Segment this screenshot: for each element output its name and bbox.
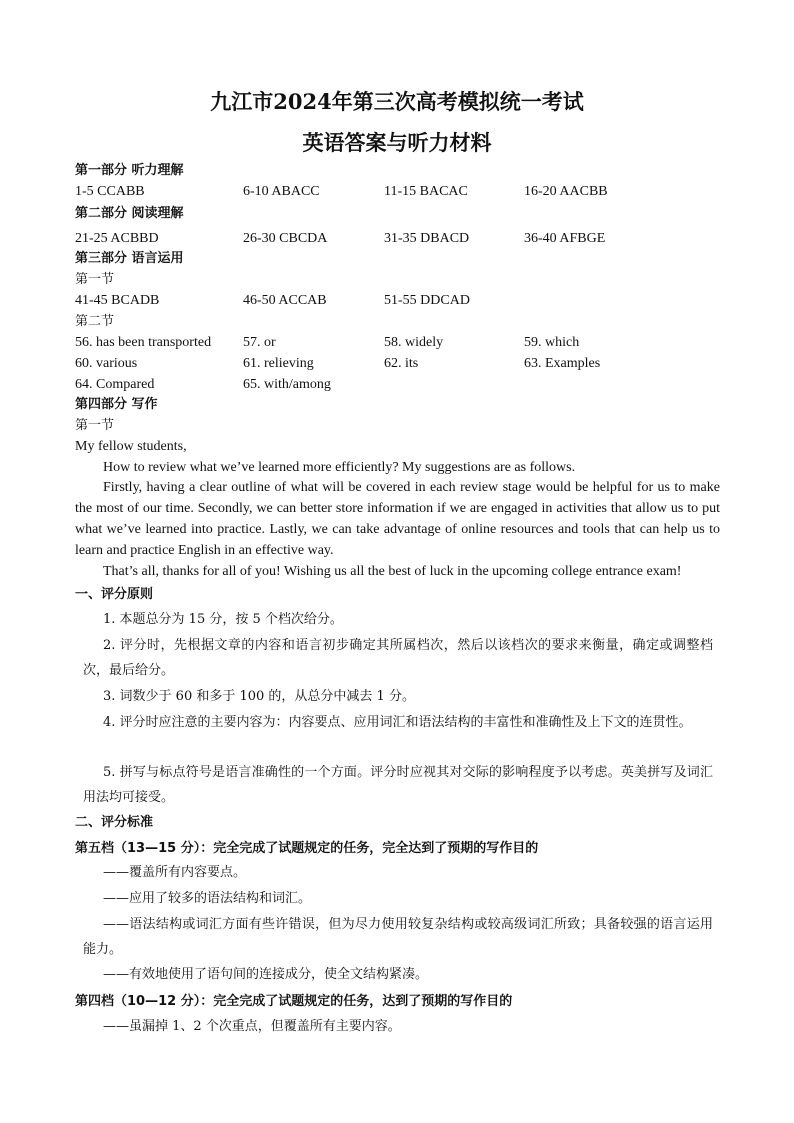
part3-heading: 第三部分 语言运用 xyxy=(75,251,184,266)
principle-item: 4. 评分时应注意的主要内容为：内容要点、应用词汇和语法结构的丰富性和准确性及上下文的连贯性。 xyxy=(103,715,692,730)
answer-cell: 59. which xyxy=(524,335,580,350)
grade-item: ——有效地使用了语句间的连接成分，使全文结构紧凑。 xyxy=(103,967,429,982)
part2-heading: 第二部分 阅读理解 xyxy=(75,206,184,221)
section-label: 第一节 xyxy=(75,418,115,433)
principle-item: 5. 拼写与标点符号是语言准确性的一个方面。评分时应视其对交际的影响程度予以考虑。英美拼写及词汇用法均可接受。 xyxy=(83,765,713,805)
document-subtitle: 英语答案与听力材料 xyxy=(302,130,492,155)
essay-paragraph: Firstly, having a clear outline of what will be covered in each review stage would be helpful for us to make the most of our time. Secondly, we can better store information if we are engaged in activities that allow us to put what we’ve learned into practice. Lastly, we can take advantage of online resources and tools that can help us to learn and practice English in an effective way. xyxy=(75,480,720,558)
answer-cell: 11-15 BACAC xyxy=(384,184,468,199)
section-label: 第一节 xyxy=(75,272,115,287)
answer-cell: 6-10 ABACC xyxy=(243,184,320,199)
grade-item: ——语法结构或词汇方面有些许错误，但为尽力使用较复杂结构或较高级词汇所致；具备较强的语言运用能力。 xyxy=(83,917,713,957)
grade-item: ——虽漏掉 1、2 个次重点，但覆盖所有主要内容。 xyxy=(103,1019,401,1034)
principle-item: 3. 词数少于 60 和多于 100 的，从总分中减去 1 分。 xyxy=(103,689,415,704)
essay-paragraph: That’s all, thanks for all of you! Wishing us all the best of luck in the upcoming college entrance exam! xyxy=(103,564,682,579)
answer-cell: 1-5 CCABB xyxy=(75,184,145,199)
document-title: 九江市2024年第三次高考模拟统一考试 xyxy=(210,89,584,114)
answer-cell: 60. various xyxy=(75,356,138,371)
grade-item: ——覆盖所有内容要点。 xyxy=(103,865,247,880)
answer-cell: 41-45 BCADB xyxy=(75,293,160,308)
principle-item: 1. 本题总分为 15 分，按 5 个档次给分。 xyxy=(103,612,343,627)
part4-heading: 第四部分 写作 xyxy=(75,397,158,412)
answer-cell: 36-40 AFBGE xyxy=(524,231,606,246)
answer-cell: 62. its xyxy=(384,356,419,371)
answer-cell: 31-35 DBACD xyxy=(384,231,470,246)
answer-cell: 61. relieving xyxy=(243,356,314,371)
answer-cell: 57. or xyxy=(243,335,276,350)
answer-cell: 26-30 CBCDA xyxy=(243,231,328,246)
answer-cell: 51-55 DDCAD xyxy=(384,293,470,308)
grade5-heading: 第五档（13—15 分）：完全完成了试题规定的任务，完全达到了预期的写作目的 xyxy=(75,841,539,856)
answer-cell: 46-50 ACCAB xyxy=(243,293,327,308)
grade4-heading: 第四档（10—12 分）：完全完成了试题规定的任务，达到了预期的写作目的 xyxy=(75,994,513,1009)
principles-heading: 一、评分原则 xyxy=(75,587,154,602)
answer-cell: 65. with/among xyxy=(243,377,331,392)
answer-cell: 58. widely xyxy=(384,335,444,350)
grade-item: ——应用了较多的语法结构和词汇。 xyxy=(103,891,312,906)
answer-cell: 64. Compared xyxy=(75,377,155,392)
essay-greeting: My fellow students, xyxy=(75,439,187,454)
principle-item: 2. 评分时，先根据文章的内容和语言初步确定其所属档次，然后以该档次的要求来衡量，确定或调整档次，最后给分。 xyxy=(83,638,713,678)
answer-cell: 56. has been transported xyxy=(75,335,212,350)
answer-cell: 21-25 ACBBD xyxy=(75,231,159,246)
part1-heading: 第一部分 听力理解 xyxy=(75,163,184,178)
answer-cell: 16-20 AACBB xyxy=(524,184,608,199)
answer-cell: 63. Examples xyxy=(524,356,601,371)
section-label: 第二节 xyxy=(75,314,115,329)
essay-paragraph: How to review what we’ve learned more efficiently? My suggestions are as follows. xyxy=(103,460,576,475)
standards-heading: 二、评分标准 xyxy=(75,815,154,830)
